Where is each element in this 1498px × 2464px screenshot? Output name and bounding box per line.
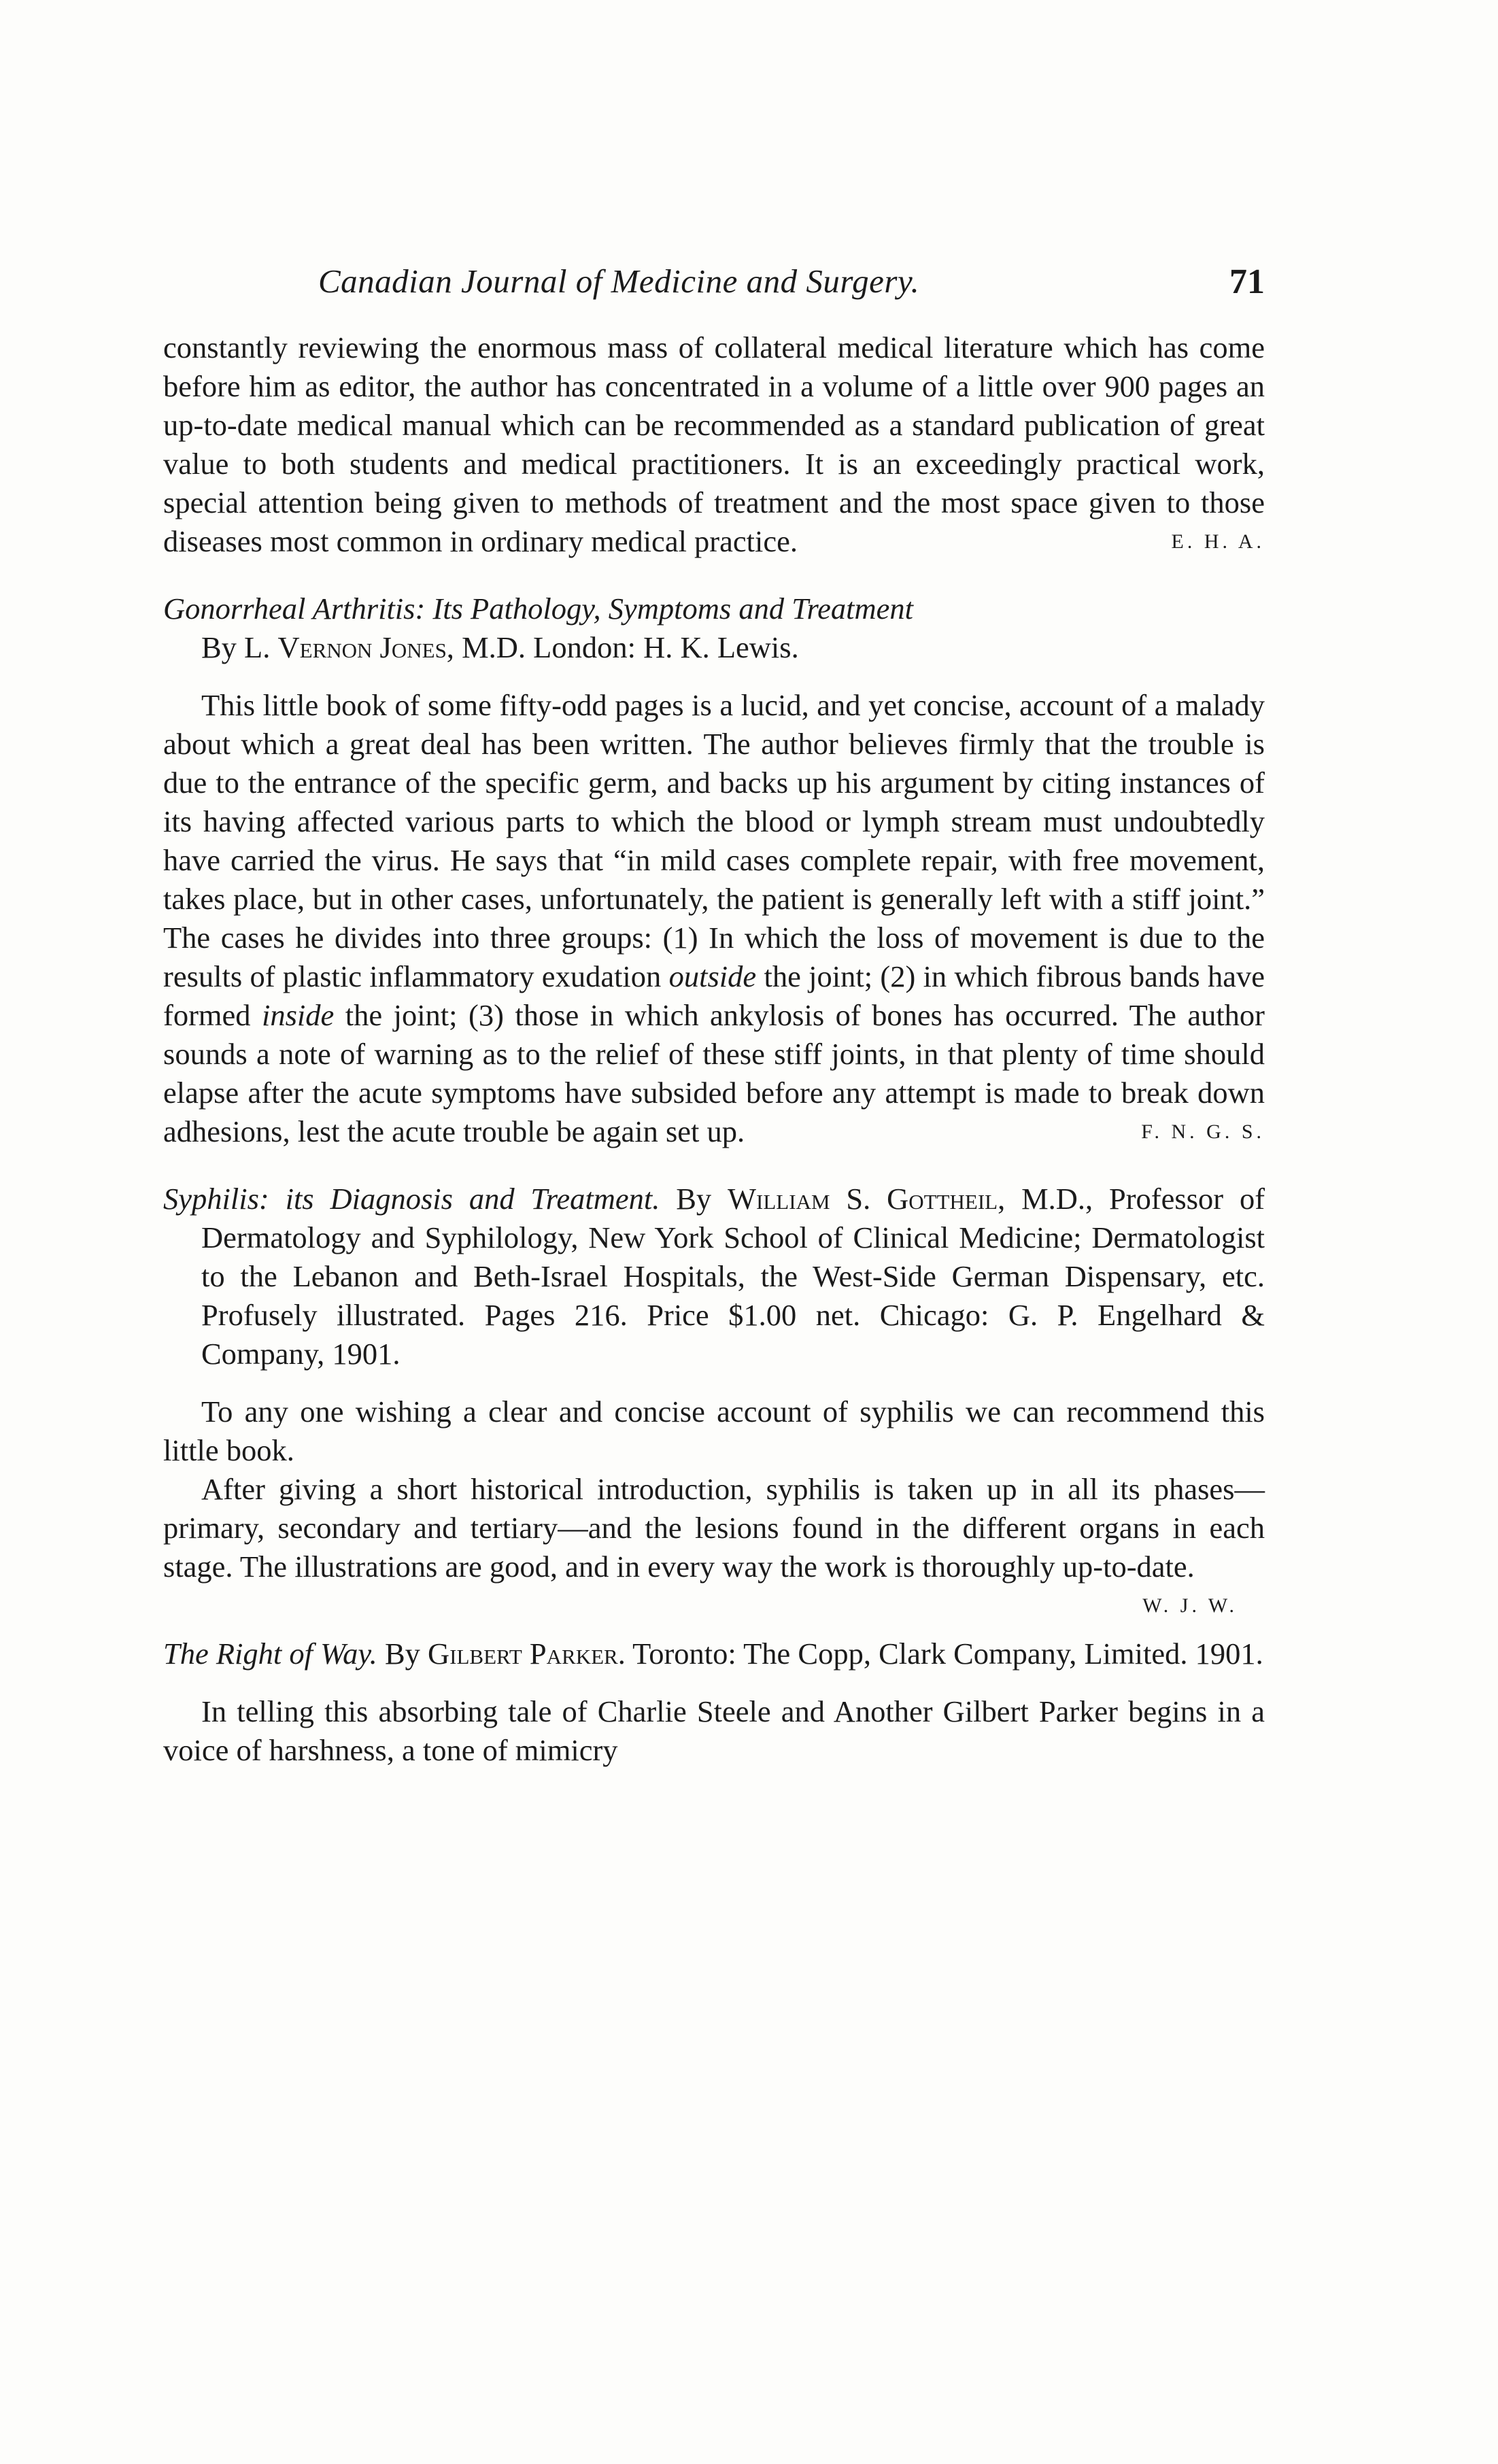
review-body-paragraph: In telling this absorbing tale of Charlie Steele and Another Gilbert Parker begins in a voice of harshness, a tone of mimicry [163,1694,1265,1767]
author-name: William S. Gottheil, [728,1182,1006,1216]
publication-details: M.D. London: H. K. Lewis. [462,630,799,664]
review-signature: E. H. A. [1171,530,1265,553]
review-heading [163,1635,1265,1673]
emphasized-word: inside [261,998,335,1032]
review-continuation-paragraph: constantly reviewing the enormous mass of collateral medical literature which has come before him as editor, the author has concentrated in a volume of a little over 900 pages an up-to-date medical manual which can be recommended as a standard publication of great value to both students and medical practitioners. It is an exceedingly practical work, special attention being given to methods of treatment and the most space given to those diseases most common in ordinary medical practice. [163,330,1265,558]
review-signature: F. N. G. S. [1141,1120,1265,1143]
review-body-text: the joint; (2) in which fibrous bands have formed [163,959,1265,1032]
review-heading [163,1180,1265,1373]
book-title: Gonorrheal Arthritis: Its Pathology, Symptoms and Treatment [163,592,914,626]
page-number: 71 [1229,262,1265,301]
publication-details: M.D., Professor of Dermatology and Syphilology, New York School of Clinical Medicine; Dermatologist to the Lebanon and Beth-Israel Hospitals, the West-Side German Dispensary, etc. Profusely illustrated. Pages 216. Price $1.00 net. Chicago: G. P. Engelhard & Company, 1901. [201,1182,1265,1371]
review-body-paragraph [163,686,1265,1151]
book-title: The Right of Way. [163,1637,377,1671]
author-name: Vernon Jones, [277,630,454,664]
author-prefix: By L. [201,630,271,664]
review-heading [163,589,1265,667]
review-body-text: This little book of some fifty-odd pages is a lucid, and yet concise, account of a malady about which a great deal has been written. The author believes firmly that the trouble is due to the entrance of the specific germ, and backs up his argument by citing instances of its having affected various parts to which the blood or lymph stream must undoubtedly have carried the virus. He says that “in mild cases complete repair, with free movement, takes place, but in other cases, unfortunately, the patient is generally left with a stiff joint.” The cases he divides into three groups: (1) In which the loss of movement is due to the results of plastic inflammatory exudation [163,688,1265,993]
book-title: Syphilis: its Diagnosis and Treatment. [163,1182,660,1216]
running-head [163,262,1265,316]
review-body-paragraph: After giving a short historical introduction, syphilis is taken up in all its phases—primary, secondary and tertiary—and the lesions found in the different organs in each stage. The illustrations are good, and in every way the work is thoroughly up-to-date. [163,1472,1265,1584]
journal-title: Canadian Journal of Medicine and Surgery. [318,262,920,300]
publication-details: Toronto: The Copp, Clark Company, Limited. 1901. [632,1637,1263,1671]
author-prefix: By [384,1637,420,1671]
author-prefix: By [676,1182,712,1216]
emphasized-word: outside [668,959,757,993]
review-body-text: the joint; (3) those in which ankylosis of bones has occurred. The author sounds a note of warning as to the relief of these stiff joints, in that plenty of time should elapse after the acute symptoms have subsided before any attempt is made to break down adhesions, lest the acute trouble be again set up. [163,998,1265,1148]
review-body-paragraph: To any one wishing a clear and concise account of syphilis we can recommend this little book. [163,1394,1265,1467]
author-name: Gilbert Parker. [428,1637,626,1671]
review-signature: W. J. W. [1142,1594,1238,1617]
text-column [163,328,1265,1770]
